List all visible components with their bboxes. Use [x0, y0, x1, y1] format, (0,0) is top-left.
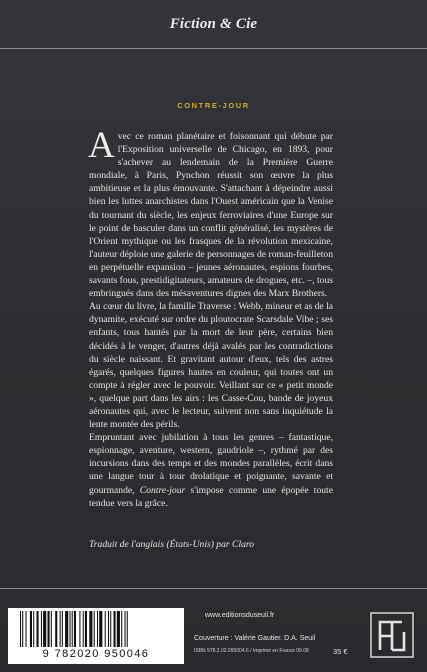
blurb-paragraph-3 [89, 431, 333, 510]
drop-cap: A [88, 125, 115, 166]
barcode-bar [79, 611, 80, 647]
footer-divider [0, 588, 427, 589]
barcode-bar [117, 611, 120, 647]
barcode [8, 608, 184, 664]
cover-credit: Couverture : Valérie Gautier. D.A. Seuil [194, 635, 316, 642]
blurb-paragraph-1 [88, 125, 333, 300]
inline-book-title: Contre-jour [139, 484, 186, 496]
translator-name: Claro [232, 539, 255, 550]
blurb-paragraph-2: Au cœur du livre, la famille Traverse : Webb, mineur et as de la dynamite, exécuté sur ordre du ploutocrate Scarsdale Vibe ; ses enfants, tous hantés par la mort de leur père, certains bien décidés à le venger, d'autres déjà avalés par les contradictions du siècle naissant. Et gravitant autour d'eux, tels des astres égarés, quelques figures hautes en couleur, qui toutes ont un compte à régler avec le pouvoir. Veillant sur ce « petit monde », quelque part dans les airs : les Casse-Cou, bande de joyeux aéronautes qui, avec le lecteur, suivent non sans inquiétude la lente montée des périls. [89, 301, 333, 431]
barcode-bar [72, 611, 73, 647]
barcode-bar [33, 611, 34, 647]
barcode-bar [83, 611, 84, 647]
blurb [88, 125, 333, 510]
barcode-bar [70, 611, 71, 647]
barcode-bar [37, 611, 39, 647]
barcode-bar [30, 611, 32, 647]
barcode-bar [74, 611, 76, 647]
barcode-bar [43, 611, 46, 647]
translation-prefix: Traduit de l'anglais (États-Unis) par [89, 539, 233, 550]
barcode-bar [127, 611, 128, 647]
barcode-bar [85, 611, 87, 647]
barcode-bars [18, 611, 174, 647]
barcode-bar [114, 611, 116, 647]
barcode-bar [65, 611, 68, 647]
publisher-website[interactable]: www.editionsduseuil.fr [205, 612, 275, 619]
book-title: CONTRE-JOUR [177, 101, 250, 110]
price: 35 € [333, 647, 348, 656]
seuil-logo-icon [370, 612, 414, 658]
barcode-bar [105, 611, 106, 647]
barcode-digits: 9 782020 950046 [42, 648, 150, 660]
barcode-bar [125, 611, 126, 647]
header-divider [0, 48, 427, 49]
barcode-bar [97, 611, 98, 647]
series-title: Fiction & Cie [169, 16, 258, 32]
barcode-bar [89, 611, 92, 647]
barcode-bar [110, 611, 111, 647]
translation-credit [89, 539, 349, 550]
barcode-bar [41, 611, 42, 647]
barcode-bar [60, 611, 61, 647]
paragraph-1-text: vec ce roman planétaire et foisonnant qui débute par l'Exposition universelle de Chicago, en 1893, pour s'achever au lendemain de la Première Guerre mondiale, à Paris, Pynchon réussit son œuvre la plus ambitieuse et la plus émouvante. S'attachant à dépeindre aussi bien les luttes anarchistes dans l'Ouest américain que la Venise du tournant du siècle, les enjeux ferroviaires d'une Europe sur le point de basculer dans un conflit généralisé, les mystères de l'Orient mythique ou les frasques de la révolution mexicaine, l'auteur déploie une galerie de personnages de roman-feuilleton en perpétuelle expansion – jeunes aéronautes, espions fourbes, savants fous, prestidigitateurs, amateurs de drogues, etc. –, tous embringués dans des mésaventures dignes des Marx Brothers. [89, 131, 333, 300]
barcode-bar [26, 611, 27, 647]
isbn-line: ISBN 978.2.02.095004.6 / Imprimé en France 09.08 [194, 648, 309, 654]
barcode-bar [108, 611, 109, 647]
barcode-bar [94, 611, 95, 647]
barcode-bar [48, 611, 50, 647]
barcode-bar [51, 611, 52, 647]
barcode-bar [99, 611, 102, 647]
paragraph-3-end: s'impose comme une épopée toute tendue vers la grâce. [89, 484, 333, 509]
barcode-bar [55, 611, 57, 647]
barcode-bar [62, 611, 63, 647]
paragraph-3-start: Empruntant avec jubilation à tous les genres – fantastique, espionnage, aventure, western, gaudriole –, rythmé par des incursions dans des temps et des mondes parallèles, écrit dans une langue tour à tour drolatique et poignante, savante et gourmande, [89, 432, 333, 496]
barcode-bar [22, 611, 23, 647]
barcode-bar [20, 611, 21, 647]
barcode-bar [121, 611, 122, 647]
